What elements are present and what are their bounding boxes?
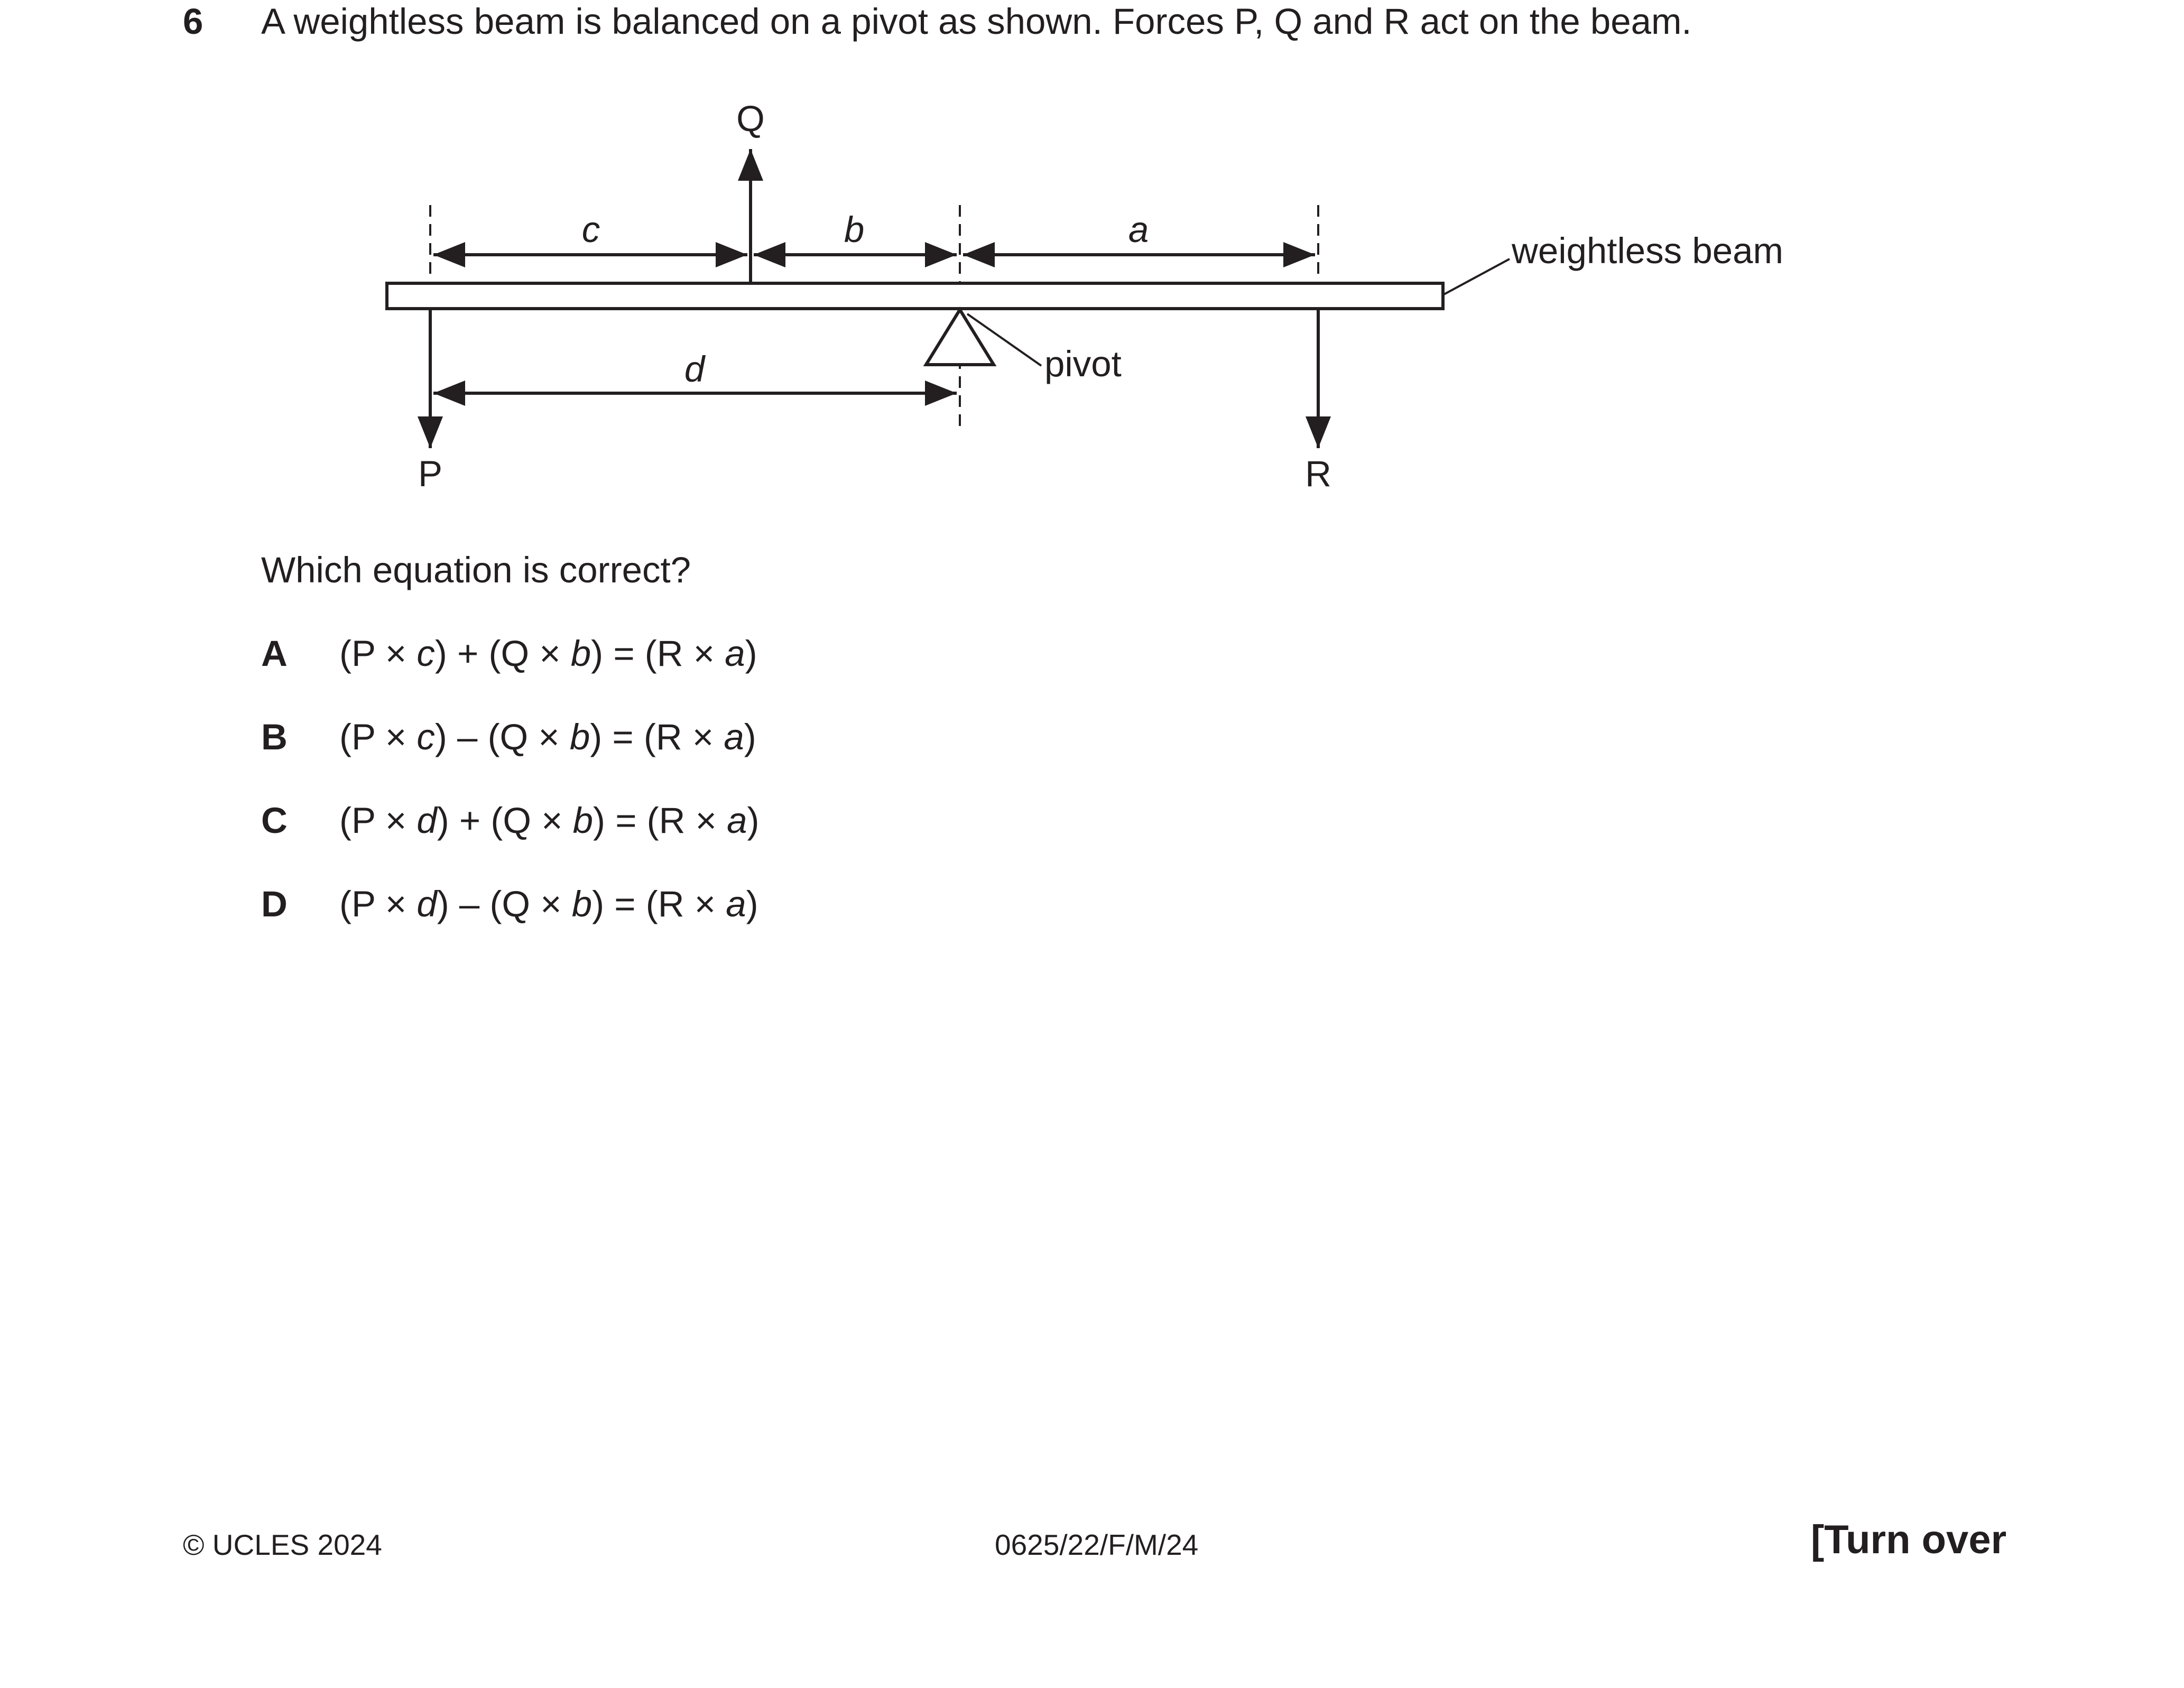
beam-label: weightless beam (1512, 230, 1783, 271)
footer-copyright: © UCLES 2024 (183, 1528, 382, 1561)
option-letter: B (261, 717, 288, 757)
footer-turn-over: [Turn over (1811, 1517, 2007, 1562)
beam (387, 283, 1443, 309)
pivot-label: pivot (1044, 344, 1122, 384)
option-equation: (P × c) – (Q × b) = (R × a) (339, 717, 756, 757)
question-number: 6 (183, 1, 203, 42)
option-letter: C (261, 800, 288, 841)
question-prompt: Which equation is correct? (261, 550, 691, 590)
footer-paper-code: 0625/22/F/M/24 (995, 1528, 1199, 1561)
beam-diagram (0, 0, 2184, 528)
distance-label-c: c (581, 209, 600, 250)
distance-label-b: b (844, 209, 865, 250)
option-equation: (P × c) + (Q × b) = (R × a) (339, 633, 757, 674)
pivot (926, 310, 994, 365)
distance-label-d: d (684, 349, 705, 389)
distance-label-a: a (1128, 209, 1149, 250)
force-label-r: R (1305, 453, 1331, 494)
option-letter: A (261, 633, 288, 674)
force-label-q: Q (736, 98, 765, 139)
question-text: A weightless beam is balanced on a pivot as shown. Forces P, Q and R act on the beam. (261, 1, 1692, 42)
option-letter: D (261, 884, 288, 924)
option-equation: (P × d) + (Q × b) = (R × a) (339, 800, 760, 841)
option-equation: (P × d) – (Q × b) = (R × a) (339, 884, 758, 924)
force-label-p: P (418, 453, 443, 494)
beam-label-leader (1443, 259, 1510, 295)
